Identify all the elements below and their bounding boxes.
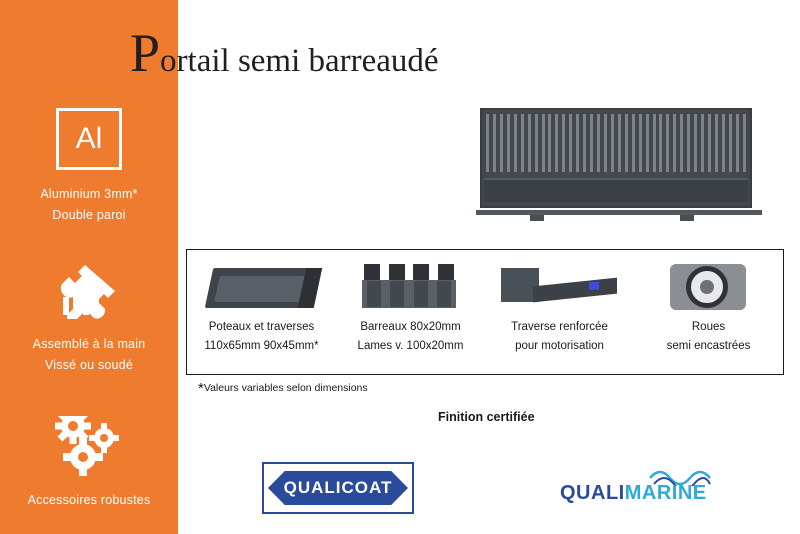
gate-rail	[476, 210, 762, 215]
title-drop-cap: P	[130, 23, 161, 83]
component-wheels	[634, 250, 783, 374]
footnote-text: Valeurs variables selon dimensions	[203, 382, 368, 394]
component-reinforced-crossbar	[485, 250, 634, 374]
component-label-line: 110x65mm 90x45mm*	[204, 340, 319, 352]
sidebar-block-accessories	[0, 414, 178, 511]
qualicoat-logo-text: QUALICOAT	[283, 478, 393, 497]
footnote	[198, 380, 368, 397]
gate-photo	[470, 100, 770, 225]
component-bars-slats	[336, 250, 485, 374]
component-label-line: pour motorisation	[515, 340, 604, 352]
qualimarine-logo	[560, 470, 720, 510]
component-label-line: Traverse renforcée	[511, 321, 608, 333]
gate-foot	[530, 215, 544, 221]
sidebar-caption-line: Vissé ou soudé	[44, 358, 134, 372]
wrench-tools-icon	[0, 258, 178, 322]
gate-foot	[680, 215, 694, 221]
aluminium-profile-icon	[187, 256, 336, 318]
component-posts-crossbars	[187, 250, 336, 374]
qualimarine-text-part2: MARINE	[624, 482, 707, 504]
components-box	[186, 249, 784, 375]
sidebar-caption-line: Assemblé à la main	[32, 337, 146, 351]
component-label-line: semi encastrées	[666, 340, 751, 352]
footnote-star: *	[198, 380, 204, 397]
gears-icon	[0, 414, 178, 478]
page-title	[130, 23, 439, 83]
sidebar-caption-line: Double paroi	[52, 208, 126, 222]
gate-solid-panel	[484, 178, 748, 202]
wheel-icon	[634, 256, 783, 318]
sidebar-caption-line: Accessoires robustes	[27, 493, 151, 507]
qualicoat-logo	[262, 462, 414, 514]
sidebar-block-aluminium	[0, 108, 178, 226]
gate-bars	[486, 114, 746, 172]
qualimarine-text-part1: QUALI	[560, 482, 625, 504]
component-label-line: Lames v. 100x20mm	[357, 340, 464, 352]
aluminium-square-icon	[56, 108, 122, 170]
title-rest: ortail semi barreaudé	[160, 43, 439, 79]
component-label-line: Poteaux et traverses	[208, 321, 315, 333]
aluminium-symbol-text: Al	[75, 122, 103, 155]
component-label-line: Roues	[691, 321, 726, 333]
bars-slats-icon	[336, 256, 485, 318]
certification-heading: Finition certifiée	[438, 410, 535, 424]
sidebar-caption-line: Aluminium 3mm*	[40, 187, 138, 201]
sidebar-block-assembly	[0, 258, 178, 376]
reinforced-crossbar-icon	[485, 256, 634, 318]
component-label-line: Barreaux 80x20mm	[360, 321, 461, 333]
